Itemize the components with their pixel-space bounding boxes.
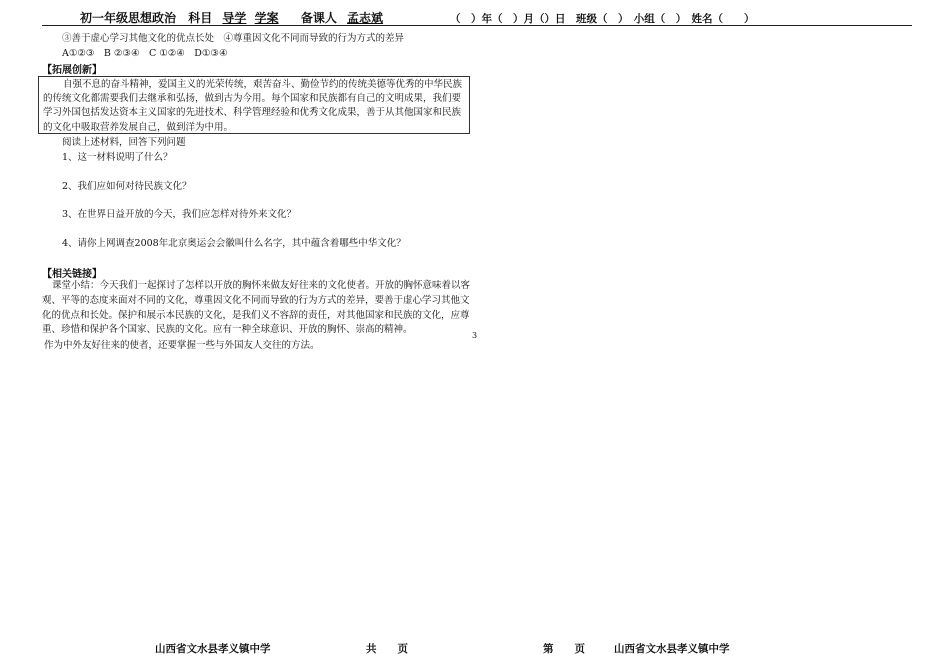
worksheet-type: 学案 [254,11,279,25]
closing-line: 作为中外友好往来的使者，还要掌握一些与外国友人交往的方法。 [44,340,320,351]
footer-school-left: 山西省文水县孝义镇中学 [155,643,271,655]
subject-value: 导学 [222,11,247,25]
links-section-title: 【相关链接】 [42,269,102,280]
material-box: 自强不息的奋斗精神，爱国主义的光荣传统，艰苦奋斗、勤俭节约的传统美德等优秀的中华民族的传统文化都需要我们去继承和弘扬，做到古为今用。每个国家和民族都有自己的文明成果，我们要学习外国包括发达资本主义国家的先进技术、科学管理经验和优秀文化成果，善于从其他国家和民族的文化中吸取营养发展自己，做到洋为中用。 [38,76,470,134]
footer-page-label: 第 页 [543,643,585,655]
author-name: 孟志斌 [347,11,384,25]
question-2: 2、我们应如何对待民族文化？ [62,181,192,192]
question-1: 1、这一材料说明了什么？ [62,152,173,163]
footer-school-right: 山西省文水县孝义镇中学 [614,643,730,655]
question-4: 4、请你上网调查2008年北京奥运会会徽叫什么名字，其中蕴含着哪些中华文化？ [62,238,406,249]
instruction-text: 阅读上述材料，回答下列问题 [62,137,186,148]
course-name: 初一年级思想政治 [80,11,177,25]
choices-line: A①②③ B ②③④ C ①②④ D①③④ [62,48,228,59]
footer-total-pages: 共 页 [366,643,408,655]
question-3: 3、在世界日益开放的今天，我们应怎样对待外来文化？ [62,209,297,220]
author-label: 备课人 [300,11,337,25]
expand-section-title: 【拓展创新】 [42,65,102,76]
page-number: 3 [472,331,478,340]
subject-label: 科目 [188,11,213,25]
header-rule [42,25,912,26]
date-class-fields: （ ）年（ ）月（）日 班级（ ） 小组（ ） 姓名（ ） [450,13,755,25]
summary-paragraph: 课堂小结：今天我们一起探讨了怎样以开放的胸怀来做友好往来的文化使者。开放的胸怀意味着以客观、平等的态度来面对不同的文化，尊重因文化不同而导致的行为方式的差异，要善于虚心学习其他文化的优点和长处。保护和展示本民族的文化，是我们义不容辞的责任，对其他国家和民族的文化，应尊重、珍惜和保护各个国家、民族的文化。应有一种全球意识、开放的胸怀、崇高的精神。 [42,280,471,336]
worksheet-header [80,9,397,26]
option-line: ③善于虚心学习其他文化的优点长处 ④尊重因文化不同而导致的行为方式的差异 [62,33,405,44]
